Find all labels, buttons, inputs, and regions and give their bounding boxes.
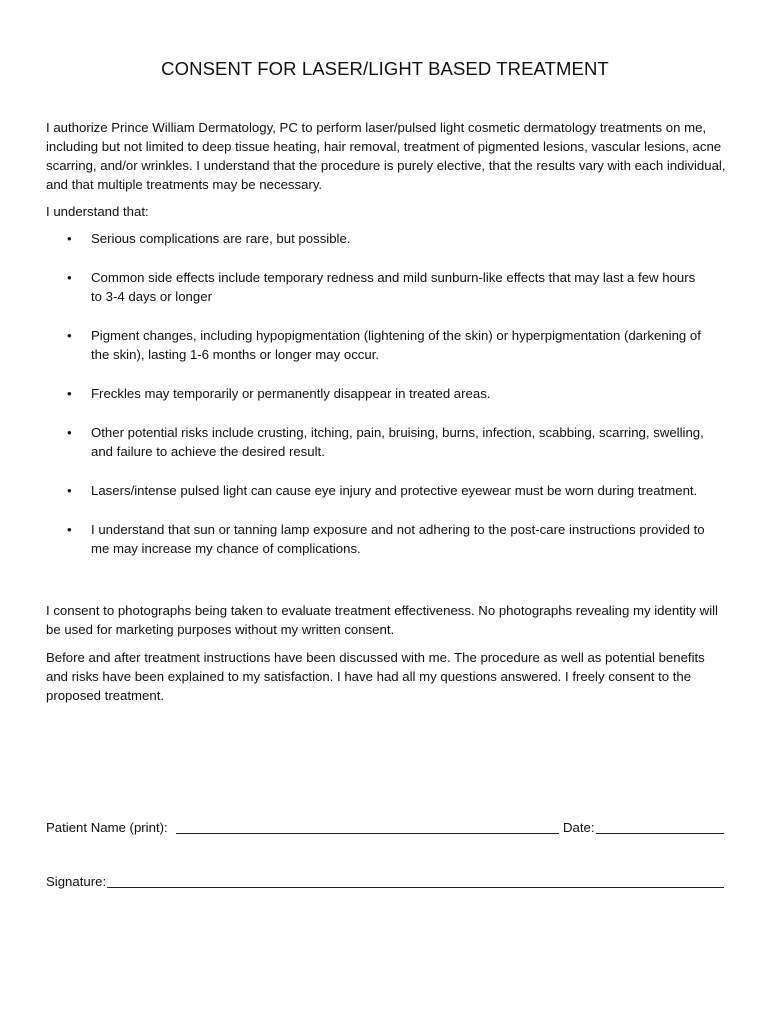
risk-text: Lasers/intense pulsed light can cause eye injury and protective eyewear must be worn during treatment. xyxy=(91,483,698,498)
bullet-icon: • xyxy=(67,483,72,498)
bullet-icon: • xyxy=(67,425,72,440)
list-item xyxy=(46,481,706,500)
list-item xyxy=(46,268,706,306)
risk-text: Common side effects include temporary redness and mild sunburn-like effects that may last a few hours to 3-4 days or longer xyxy=(91,270,696,304)
patient-name-field[interactable] xyxy=(176,833,559,834)
authorization-paragraph: I authorize Prince William Dermatology, PC to perform laser/pulsed light cosmetic dermatology treatments on me, including but not limited to deep tissue heating, hair removal, treatment of pigmented lesions, vascular lesions, acne scarring, and/or wrinkles. I understand that the procedure is purely elective, that the results vary with each individual, and that multiple treatments may be necessary. xyxy=(46,120,726,192)
list-item xyxy=(46,326,706,364)
bullet-icon: • xyxy=(67,231,72,246)
patient-name-label: Patient Name (print): xyxy=(46,820,168,835)
signature-field[interactable] xyxy=(107,887,724,888)
risk-text: Pigment changes, including hypopigmentation (lightening of the skin) or hyperpigmentation (darkening of the skin), lasting 1-6 months or longer may occur. xyxy=(91,328,701,362)
bullet-icon: • xyxy=(67,328,72,343)
bullet-icon: • xyxy=(67,386,72,401)
list-item xyxy=(46,423,706,461)
document-title: CONSENT FOR LASER/LIGHT BASED TREATMENT xyxy=(161,58,609,79)
bullet-icon: • xyxy=(67,522,72,537)
list-item xyxy=(46,384,706,403)
before-after-paragraph: Before and after treatment instructions have been discussed with me. The procedure as well as potential benefits and risks have been explained to my satisfaction. I have had all my questions answered. I freely consent to the proposed treatment. xyxy=(46,650,705,703)
signature-label: Signature: xyxy=(46,874,107,889)
list-item xyxy=(46,520,706,558)
bullet-icon: • xyxy=(67,270,72,285)
list-item xyxy=(46,229,706,248)
risk-text: Freckles may temporarily or permanently disappear in treated areas. xyxy=(91,386,491,401)
risk-text: Serious complications are rare, but possible. xyxy=(91,231,351,246)
date-field[interactable] xyxy=(596,833,724,834)
photo-consent-paragraph: I consent to photographs being taken to evaluate treatment effectiveness. No photographs revealing my identity will be used for marketing purposes without my written consent. xyxy=(46,603,718,637)
risk-text: I understand that sun or tanning lamp exposure and not adhering to the post-care instructions provided to me may increase my chance of complications. xyxy=(91,522,705,556)
understand-label: I understand that: xyxy=(46,204,149,219)
risk-text: Other potential risks include crusting, itching, pain, bruising, burns, infection, scabbing, scarring, swelling, and failure to achieve the desired result. xyxy=(91,425,704,459)
date-label: Date: xyxy=(563,820,595,835)
risk-list xyxy=(46,229,706,578)
